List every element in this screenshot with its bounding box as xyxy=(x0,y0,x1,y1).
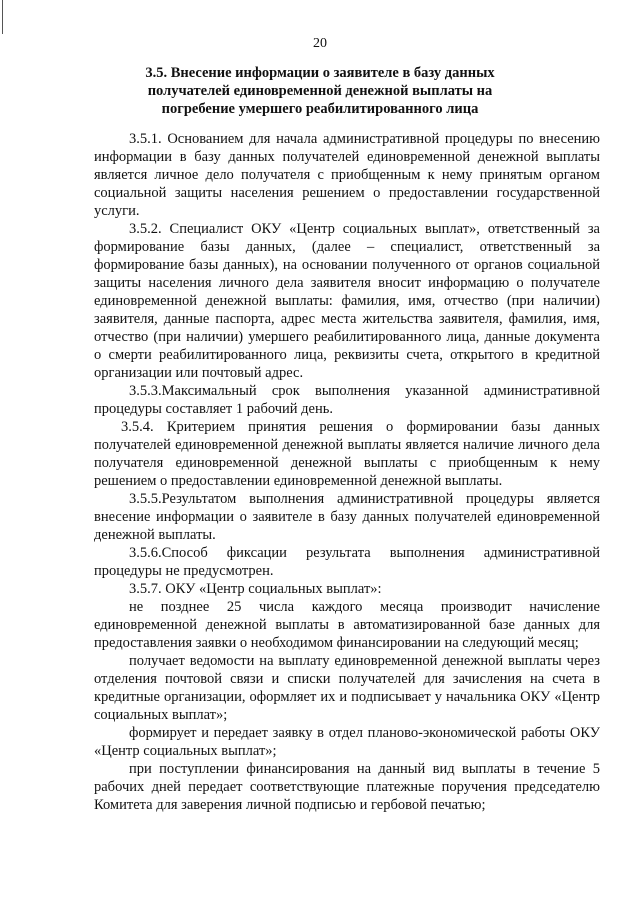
list-item-statements: получает ведомости на выплату единовременной денежной выплаты через отделения почтовой связи и списки получателей для зачисления на счета в кредитные организации, оформляет их и подписывает у начальника ОКУ «Центр социальных выплат»; xyxy=(94,653,600,723)
paragraph-3-5-3: 3.5.3.Максимальный срок выполнения указанной административной процедуры составляет 1 рабочий день. xyxy=(94,383,600,417)
section-heading: 3.5. Внесение информации о заявителе в базу данных получателей единовременной денежной выплаты на погребение умершего реабилитированного лица xyxy=(145,65,495,117)
body-text xyxy=(94,130,600,814)
paragraph-3-5-5: 3.5.5.Результатом выполнения административной процедуры является внесение информации о заявителе в базу данных получателей единовременной денежной выплаты. xyxy=(94,491,600,543)
paragraph-3-5-7: 3.5.7. ОКУ «Центр социальных выплат»: xyxy=(129,581,382,597)
list-item-accrual: не позднее 25 числа каждого месяца производит начисление единовременной денежной выплаты в автоматизированной базе данных для предоставления заявки о необходимом финансировании на следующий месяц; xyxy=(94,599,600,651)
paragraph-3-5-2: 3.5.2. Специалист ОКУ «Центр социальных выплат», ответственный за формирование базы данных, (далее – специалист, ответственный за формирование базы данных), на основании полученного от органов социальной защиты населения личного дела заявителя вносит информацию о получателе единовременной денежной выплаты: фамилия, имя, отчество (при наличии) заявителя, данные паспорта, адрес места жительства заявителя, фамилия, имя, отчество (при наличии) умершего реабилитированного лица, данные документа о смерти реабилитированного лица, реквизиты счета, открытого в кредитной организации или почтовый адрес. xyxy=(94,221,600,381)
binding-mark xyxy=(2,0,3,34)
paragraph-3-5-6: 3.5.6.Способ фиксации результата выполнения административной процедуры не предусмотрен. xyxy=(94,545,600,579)
list-item-request: формирует и передает заявку в отдел планово-экономической работы ОКУ «Центр социальных выплат»; xyxy=(94,725,600,759)
page-number: 20 xyxy=(313,36,327,51)
paragraph-3-5-1: 3.5.1. Основанием для начала административной процедуры по внесению информации в базу данных получателей единовременной денежной выплаты является личное дело получателя с приобщенным к нему принятым органом социальной защиты населения решением о предоставлении государственной услуги. xyxy=(94,131,600,219)
paragraph-3-5-4: 3.5.4. Критерием принятия решения о формировании базы данных получателей единовременной денежной выплаты является наличие личного дела получателя единовременной денежной выплаты с приобщенным к нему решением о предоставлении единовременной денежной выплаты. xyxy=(94,419,600,489)
list-item-payment-orders: при поступлении финансирования на данный вид выплаты в течение 5 рабочих дней передает соответствующие платежные поручения председателю Комитета для заверения личной подписью и гербовой печатью; xyxy=(94,761,600,813)
